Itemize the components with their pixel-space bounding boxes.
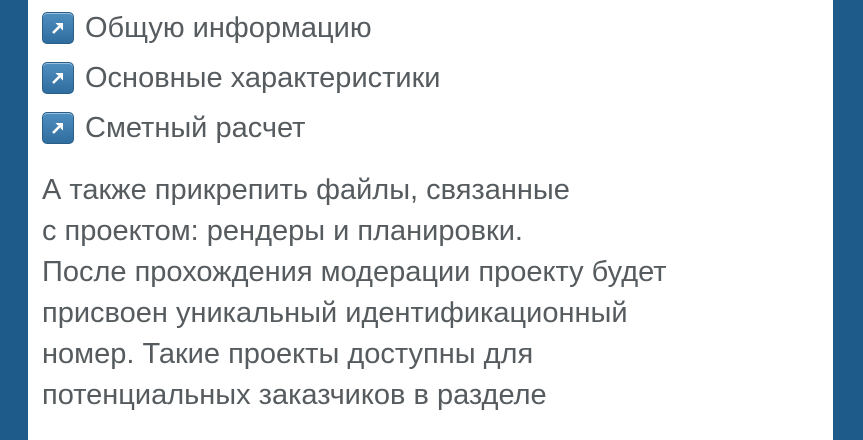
link-label: Сметный расчет (85, 112, 306, 144)
content-area (28, 0, 833, 440)
paragraph-line: с проектом: рендеры и планировки. (42, 215, 523, 247)
link-label: Основные характеристики (85, 62, 441, 94)
paragraph-line: присвоен уникальный идентификационный (42, 297, 628, 329)
link-label: Общую информацию (85, 12, 372, 44)
body-paragraph (42, 170, 833, 416)
external-link-icon (42, 12, 74, 44)
right-edge-bar (833, 0, 863, 440)
link-list (42, 8, 833, 148)
list-item[interactable] (42, 58, 833, 98)
external-link-icon (42, 112, 74, 144)
paragraph-line: номер. Такие проекты доступны для (42, 338, 534, 370)
paragraph-line: потенциальных заказчиков в разделе (42, 379, 547, 411)
external-link-icon (42, 62, 74, 94)
list-item[interactable] (42, 108, 833, 148)
paragraph-line: После прохождения модерации проекту будет (42, 256, 667, 288)
left-edge-bar (0, 0, 28, 440)
paragraph-line: А также прикрепить файлы, связанные (42, 174, 570, 206)
list-item[interactable] (42, 8, 833, 48)
